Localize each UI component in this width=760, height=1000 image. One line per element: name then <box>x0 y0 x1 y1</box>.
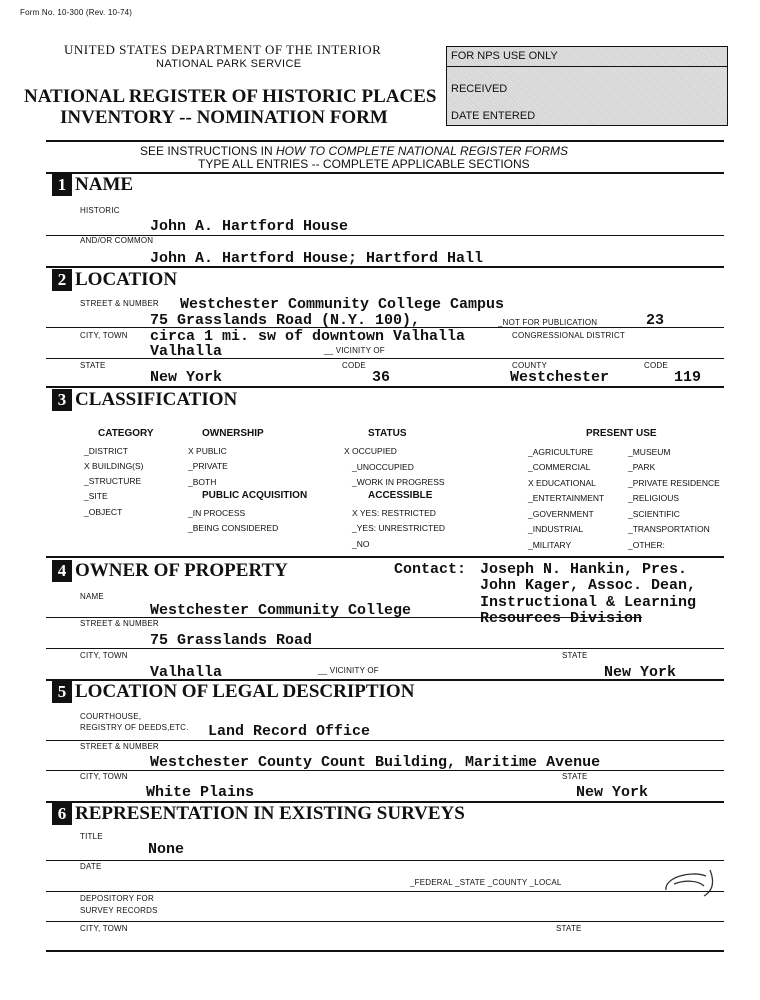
ownership-private: _PRIVATE <box>188 461 228 471</box>
legal-city-label: CITY, TOWN <box>80 772 128 781</box>
legal-state-label: STATE <box>562 772 588 781</box>
survey-city-label: CITY, TOWN <box>80 924 128 933</box>
depository-label-2: SURVEY RECORDS <box>80 906 158 915</box>
legal-street: Westchester County Count Building, Maritime Avenue <box>150 754 601 771</box>
owner-name-label: NAME <box>80 592 104 601</box>
use-military: _MILITARY <box>528 540 572 550</box>
category-structure: _STRUCTURE <box>84 476 142 486</box>
legal-city: White Plains <box>146 784 255 801</box>
section-6-header: 6 REPRESENTATION IN EXISTING SURVEYS <box>52 803 465 825</box>
legal-state: New York <box>576 784 649 801</box>
form-number: Form No. 10-300 (Rev. 10-74) <box>20 8 133 17</box>
use-scientific: _SCIENTIFIC <box>628 509 680 519</box>
nps-use-only-box <box>446 46 728 126</box>
initials-mark <box>660 866 724 900</box>
ownership-both: _BOTH <box>188 477 217 487</box>
category-object: _OBJECT <box>84 507 123 517</box>
section-2-header: 2 LOCATION <box>52 269 177 291</box>
section-1-header: 1 NAME <box>52 174 133 196</box>
courthouse-label-1: COURTHOUSE, <box>80 712 142 721</box>
owner-street-label: STREET & NUMBER <box>80 619 159 628</box>
owner-city-label: CITY, TOWN <box>80 651 128 660</box>
instructions-line1: SEE INSTRUCTIONS IN HOW TO COMPLETE NATIONAL REGISTER FORMS <box>140 144 569 158</box>
use-other: _OTHER: <box>628 540 665 550</box>
district-number: 23 <box>646 312 665 329</box>
owner-vicinity-label: __ VICINITY OF <box>318 666 379 675</box>
status-unoccupied: _UNOCCUPIED <box>352 462 414 472</box>
contact-line-1: Joseph N. Hankin, Pres. <box>480 561 688 578</box>
ownership-public: X PUBLIC <box>188 446 227 456</box>
status-heading: STATUS <box>368 428 407 439</box>
survey-date-label: DATE <box>80 862 102 871</box>
agency-name: NATIONAL PARK SERVICE <box>156 58 302 70</box>
form-title-line2: INVENTORY -- NOMINATION FORM <box>60 107 388 128</box>
accessible-no: _NO <box>352 539 370 549</box>
owner-street: 75 Grasslands Road <box>150 632 313 649</box>
use-park: _PARK <box>628 462 656 472</box>
common-name: John A. Hartford House; Hartford Hall <box>150 250 484 267</box>
state-label: STATE <box>80 361 106 370</box>
courthouse-name: Land Record Office <box>208 723 371 740</box>
survey-title: None <box>148 841 185 858</box>
owner-name: Westchester Community College <box>150 602 412 619</box>
status-occupied: X OCCUPIED <box>344 446 397 456</box>
section-5-header: 5 LOCATION OF LEGAL DESCRIPTION <box>52 681 414 703</box>
legal-street-label: STREET & NUMBER <box>80 742 159 751</box>
use-private-residence: _PRIVATE RESIDENCE <box>628 478 720 488</box>
section-3-header: 3 CLASSIFICATION <box>52 389 237 411</box>
courthouse-label-2: REGISTRY OF DEEDS,ETC. <box>80 723 189 732</box>
owner-state: New York <box>604 664 677 681</box>
location-county: Westchester <box>510 369 610 386</box>
location-street-2: 75 Grasslands Road (N.Y. 100), <box>150 312 421 329</box>
contact-label: Contact: <box>394 561 467 578</box>
location-state: New York <box>150 369 223 386</box>
form-title-line1: NATIONAL REGISTER OF HISTORIC PLACES <box>24 86 437 107</box>
use-entertainment: _ENTERTAINMENT <box>528 493 605 503</box>
location-city-2: Valhalla <box>150 343 223 360</box>
use-agriculture: _AGRICULTURE <box>528 447 594 457</box>
present-use-heading: PRESENT USE <box>586 428 657 439</box>
use-religious: _RELIGIOUS <box>628 493 680 503</box>
use-government: _GOVERNMENT <box>528 509 594 519</box>
category-district: _DISTRICT <box>84 446 128 456</box>
accessible-unrestricted: _YES: UNRESTRICTED <box>352 523 446 533</box>
acquisition-heading: PUBLIC ACQUISITION <box>202 490 308 501</box>
historic-label: HISTORIC <box>80 206 120 215</box>
owner-city: Valhalla <box>150 664 223 681</box>
county-code-label: CODE <box>644 361 668 370</box>
historic-name: John A. Hartford House <box>150 218 349 235</box>
owner-state-label: STATE <box>562 651 588 660</box>
ownership-heading: OWNERSHIP <box>202 428 264 439</box>
section-4-header: 4 OWNER OF PROPERTY <box>52 560 288 582</box>
county-label: COUNTY <box>512 361 547 370</box>
acquisition-being-considered: _BEING CONSIDERED <box>188 523 279 533</box>
contact-line-4: Resources Division <box>480 610 643 627</box>
use-transportation: _TRANSPORTATION <box>628 524 710 534</box>
contact-line-2: John Kager, Assoc. Dean, <box>480 577 697 594</box>
city-label: CITY, TOWN <box>80 331 128 340</box>
date-entered-label: DATE ENTERED <box>451 110 536 122</box>
survey-title-label: TITLE <box>80 832 103 841</box>
nps-box-label: FOR NPS USE ONLY <box>451 50 558 62</box>
accessible-heading: ACCESSIBLE <box>368 490 433 501</box>
depository-label-1: DEPOSITORY FOR <box>80 894 154 903</box>
category-site: _SITE <box>84 491 108 501</box>
county-code: 119 <box>674 369 702 386</box>
survey-state-label: STATE <box>556 924 582 933</box>
location-street-1: Westchester Community College Campus <box>180 296 505 313</box>
state-code: 36 <box>372 369 391 386</box>
status-work-in-progress: _WORK IN PROGRESS <box>352 477 445 487</box>
contact-line-3: Instructional & Learning <box>480 594 697 611</box>
category-buildings: X BUILDING(S) <box>84 461 144 471</box>
acquisition-in-process: _IN PROCESS <box>188 508 246 518</box>
use-museum: _MUSEUM <box>628 447 671 457</box>
vicinity-label: __ VICINITY OF <box>324 346 385 355</box>
not-for-publication: _NOT FOR PUBLICATION <box>498 318 598 327</box>
common-label: AND/OR COMMON <box>80 236 154 245</box>
use-industrial: _INDUSTRIAL <box>528 524 584 534</box>
congressional-district-label: CONGRESSIONAL DISTRICT <box>512 331 626 340</box>
received-label: RECEIVED <box>451 83 508 95</box>
location-city-1: circa 1 mi. sw of downtown Valhalla <box>150 328 466 345</box>
department-name: UNITED STATES DEPARTMENT OF THE INTERIOR <box>64 42 382 57</box>
survey-levels: _FEDERAL _STATE _COUNTY _LOCAL <box>410 878 562 887</box>
use-educational: X EDUCATIONAL <box>528 478 596 488</box>
code-label: CODE <box>342 361 366 370</box>
street-label: STREET & NUMBER <box>80 299 159 308</box>
category-heading: CATEGORY <box>98 428 154 439</box>
use-commercial: _COMMERCIAL <box>528 462 591 472</box>
accessible-restricted: X YES: RESTRICTED <box>352 508 436 518</box>
instructions-line2: TYPE ALL ENTRIES -- COMPLETE APPLICABLE SECTIONS <box>198 157 530 171</box>
